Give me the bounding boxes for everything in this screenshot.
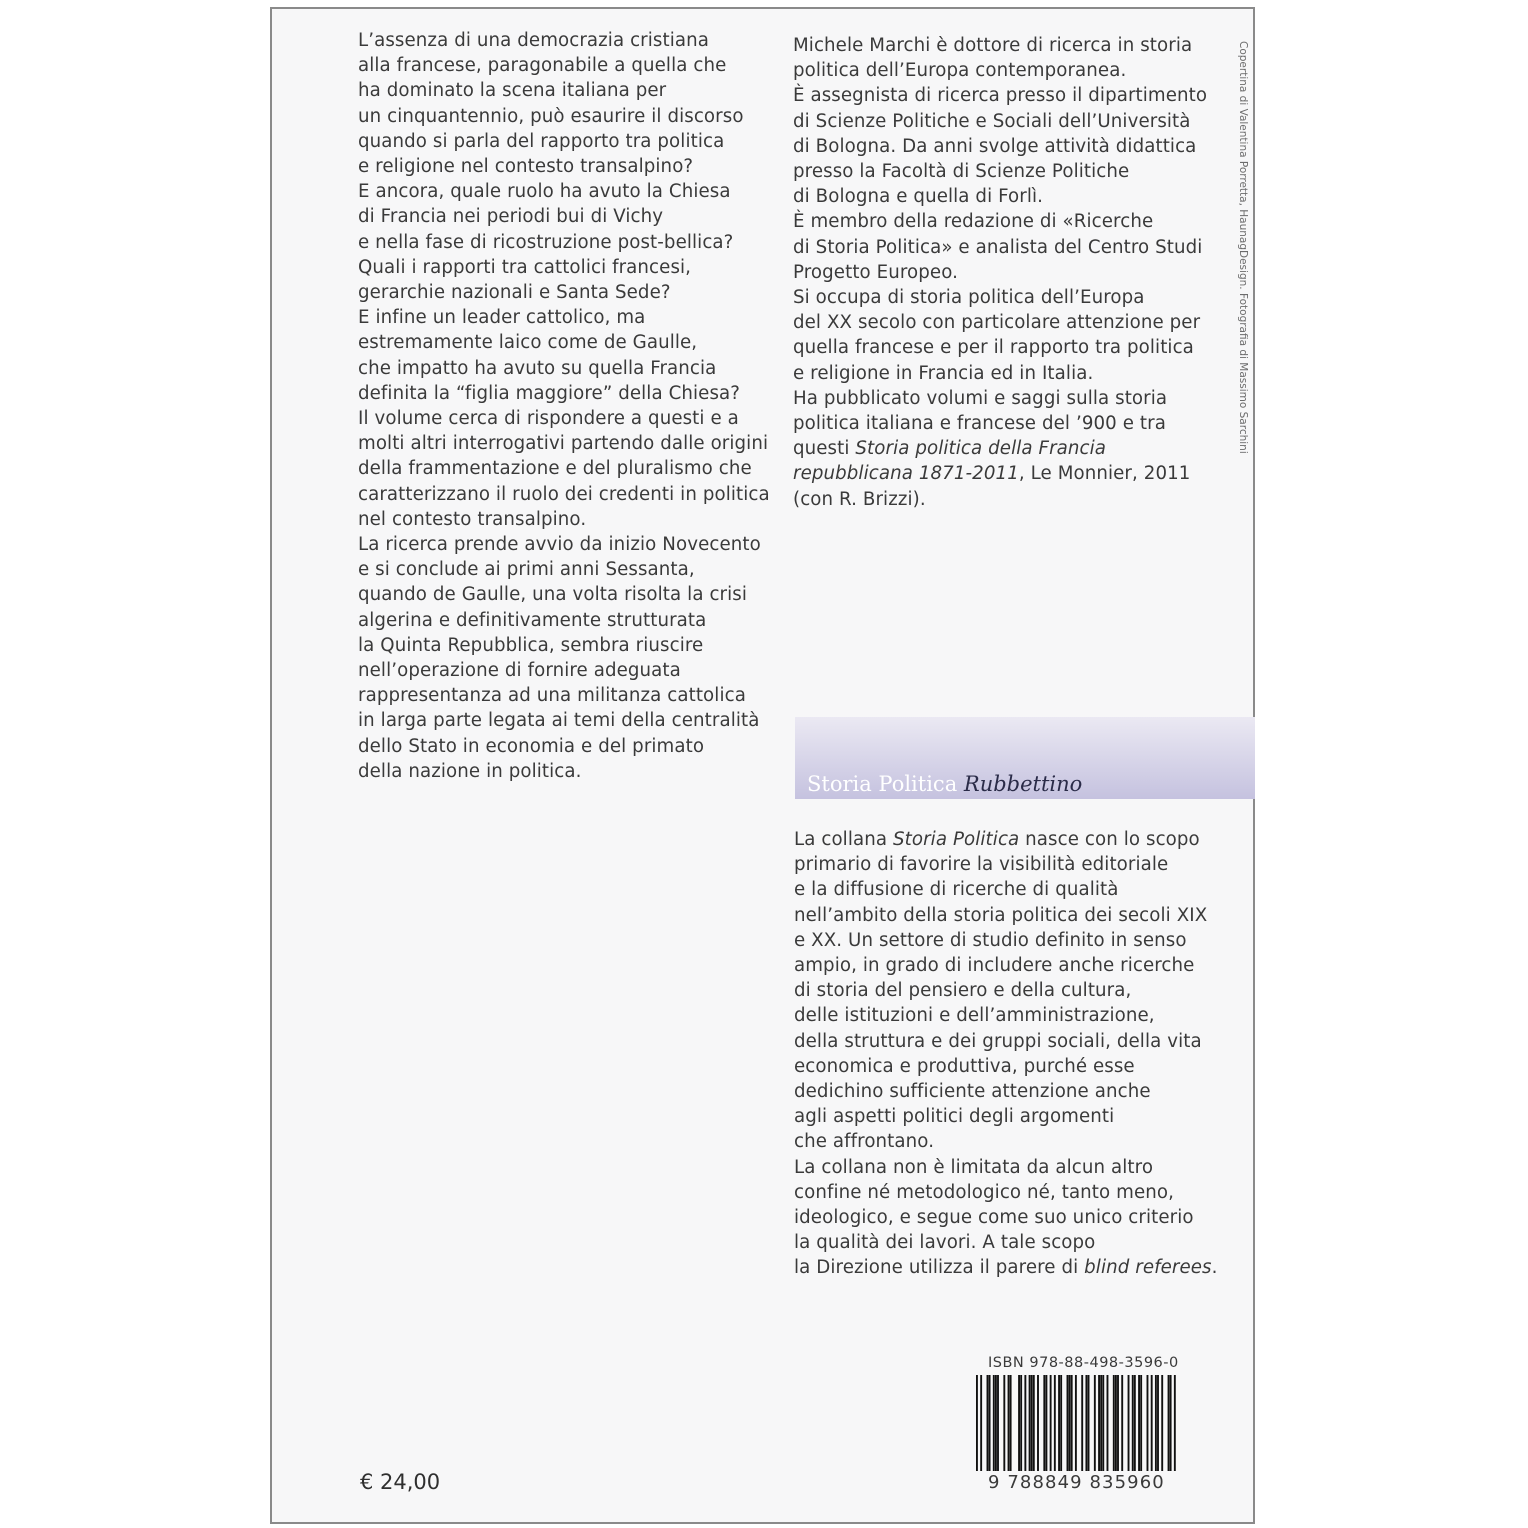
synopsis-line: gerarchie nazionali e Santa Sede? (358, 282, 671, 304)
synopsis-line: e religione nel contesto transalpino? (358, 156, 694, 178)
bio-line: di Storia Politica» e analista del Centro Studi (793, 236, 1203, 258)
synopsis-line: della frammentazione e del pluralismo che (358, 458, 752, 480)
series-line: di storia del pensiero e della cultura, (794, 980, 1132, 1002)
series-line: La collana non è limitata da alcun altro (794, 1156, 1154, 1178)
barcode (976, 1375, 1176, 1471)
synopsis-line: nell’operazione di fornire adeguata (358, 660, 681, 682)
synopsis-line: estremamente laico come de Gaulle, (358, 332, 698, 354)
bio-line: presso la Facoltà di Scienze Politiche (793, 161, 1130, 183)
barcode-digits: 9 788849 835960 (988, 1472, 1165, 1493)
synopsis-line: quando de Gaulle, una volta risolta la crisi (358, 584, 748, 606)
series-name: Storia Politica (807, 772, 958, 796)
series-line: la qualità dei lavori. A tale scopo (794, 1232, 1096, 1254)
cover-credit-text: Copertina di Valentina Porretta, HaunagDesign. Fotografia di Massimo Sarchini (1237, 41, 1249, 454)
synopsis-line: quando si parla del rapporto tra politica (358, 130, 725, 152)
bio-line: Michele Marchi è dottore di ricerca in storia (793, 35, 1193, 56)
bio-line: Progetto Europeo. (793, 261, 959, 283)
publisher-name: Rubbettino (963, 772, 1083, 796)
series-line: primario di favorire la visibilità editoriale (794, 854, 1169, 876)
bio-line: del XX secolo con particolare attenzione per (793, 312, 1201, 334)
synopsis-line: ha dominato la scena italiana per (358, 80, 667, 102)
synopsis-line: definita la “figlia maggiore” della Chiesa? (358, 382, 741, 404)
isbn-text: ISBN 978-88-498-3596-0 (988, 1355, 1179, 1371)
bio-line: di Bologna. Da anni svolge attività didattica (793, 135, 1197, 157)
bio-book-line-2: repubblicana 1871-2011, Le Monnier, 2011 (793, 463, 1191, 485)
synopsis-line: della nazione in politica. (358, 760, 582, 782)
bio-line: e religione in Francia ed in Italia. (793, 362, 1094, 384)
series-line: economica e produttiva, purché esse (794, 1055, 1135, 1077)
author-bio (793, 33, 1207, 512)
series-last-line: la Direzione utilizza il parere di blind referees. (794, 1257, 1218, 1279)
bio-line: quella francese e per il rapporto tra politica (793, 337, 1194, 359)
series-line: e XX. Un settore di studio definito in senso (794, 929, 1187, 951)
bio-line: politica dell’Europa contemporanea. (793, 60, 1127, 82)
series-line: ideologico, e segue come suo unico criterio (794, 1207, 1194, 1229)
synopsis-line: E ancora, quale ruolo ha avuto la Chiesa (358, 181, 731, 203)
synopsis-line: in larga parte legata ai temi della centralità (358, 710, 760, 732)
synopsis-line: di Francia nei periodi bui di Vichy (358, 206, 664, 228)
series-line: confine né metodologico né, tanto meno, (794, 1181, 1174, 1203)
bio-line: Si occupa di storia politica dell’Europa (793, 287, 1145, 309)
synopsis-line: un cinquantennio, può esaurire il discorso (358, 105, 744, 127)
series-line: dedichino sufficiente attenzione anche (794, 1081, 1151, 1103)
bio-line: È membro della redazione di «Ricerche (793, 211, 1154, 233)
series-band-title (807, 772, 1082, 796)
bio-line: di Scienze Politiche e Sociali dell’Università (793, 110, 1191, 132)
synopsis-line: molti altri interrogativi partendo dalle origini (358, 433, 769, 455)
synopsis-text (358, 28, 770, 784)
synopsis-line: Quali i rapporti tra cattolici francesi, (358, 256, 692, 278)
series-name-italic: Storia Politica (893, 829, 1020, 850)
synopsis-line: e nella fase di ricostruzione post-bellica? (358, 231, 734, 253)
series-line: agli aspetti politici degli argomenti (794, 1106, 1115, 1128)
book-title-part-1: Storia politica della Francia (855, 438, 1107, 460)
synopsis-line: che impatto ha avuto su quella Francia (358, 357, 717, 379)
series-description (794, 827, 1218, 1281)
synopsis-line: nel contesto transalpino. (358, 508, 587, 530)
book-back-cover (270, 7, 1255, 1524)
series-band (795, 717, 1255, 799)
synopsis-line: L’assenza di una democrazia cristiana (358, 30, 709, 51)
price: € 24,00 (360, 1470, 441, 1494)
bio-line: È assegnista di ricerca presso il dipartimento (793, 85, 1208, 107)
synopsis-line: rappresentanza ad una militanza cattolica (358, 685, 746, 707)
series-line: nell’ambito della storia politica dei secoli XIX (794, 904, 1208, 926)
bio-line: Ha pubblicato volumi e saggi sulla storia (793, 387, 1168, 409)
synopsis-line: Il volume cerca di rispondere a questi e a (358, 408, 739, 430)
synopsis-line: algerina e definitivamente strutturata (358, 609, 707, 631)
synopsis-line: caratterizzano il ruolo dei credenti in politica (358, 483, 770, 505)
series-line: delle istituzioni e dell’amministrazione, (794, 1005, 1155, 1027)
synopsis-line: La ricerca prende avvio da inizio Novecento (358, 534, 761, 556)
synopsis-line: e si conclude ai primi anni Sessanta, (358, 559, 695, 581)
bio-line: politica italiana e francese del ’900 e tra (793, 413, 1166, 435)
cover-credit (1237, 41, 1249, 501)
blind-referees-italic: blind referees (1084, 1257, 1212, 1279)
book-title-part-2: repubblicana 1871-2011 (793, 463, 1019, 485)
bio-book-line-1: questi Storia politica della Francia (793, 438, 1107, 460)
synopsis-line: alla francese, paragonabile a quella che (358, 55, 727, 77)
series-line: della struttura e dei gruppi sociali, della vita (794, 1030, 1202, 1052)
series-line: e la diffusione di ricerche di qualità (794, 879, 1119, 901)
synopsis-line: la Quinta Repubblica, sembra riuscire (358, 634, 704, 656)
synopsis-line: E infine un leader cattolico, ma (358, 307, 646, 329)
synopsis-line: dello Stato in economia e del primato (358, 735, 705, 757)
bio-line: di Bologna e quella di Forlì. (793, 186, 1044, 208)
bio-last-line: (con R. Brizzi). (793, 488, 926, 510)
series-first-line: La collana Storia Politica nasce con lo scopo (794, 829, 1200, 850)
series-line: che affrontano. (794, 1131, 935, 1153)
series-line: ampio, in grado di includere anche ricerche (794, 955, 1195, 977)
